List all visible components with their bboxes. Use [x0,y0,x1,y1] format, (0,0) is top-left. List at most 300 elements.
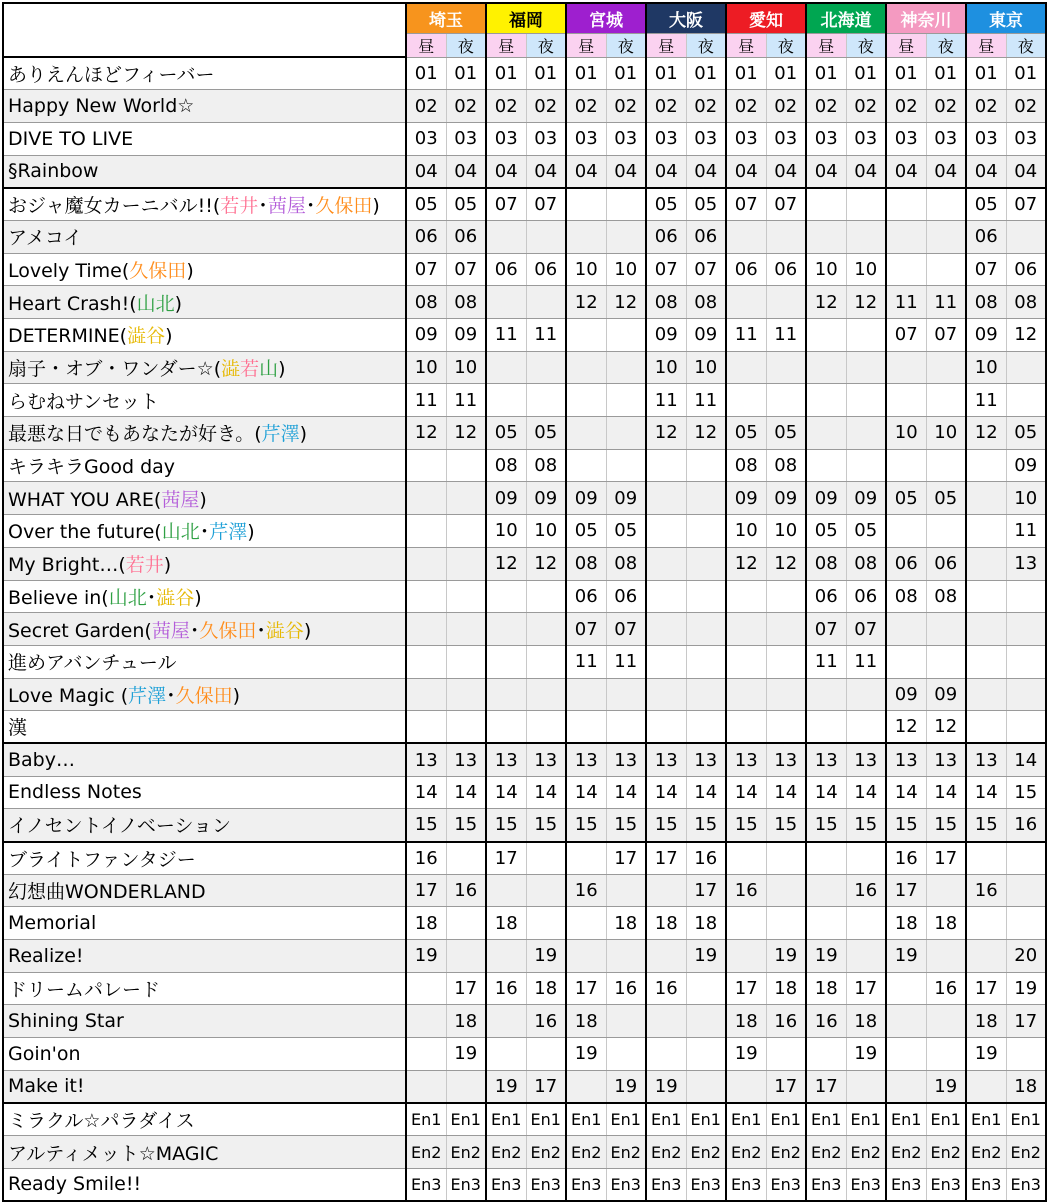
setlist-position [846,940,886,973]
title-text: DIVE TO LIVE [8,127,134,150]
setlist-position [606,1038,646,1071]
setlist-position: 19 [1006,972,1046,1005]
setlist-position: 06 [486,253,526,286]
setlist-position: 05 [686,188,726,221]
setlist-position [686,613,726,646]
setlist-position: En1 [566,1103,606,1136]
setlist-position: En3 [486,1168,526,1201]
setlist-position [846,711,886,744]
setlist-position: 02 [926,90,966,123]
song-title [3,122,406,155]
setlist-position [686,1038,726,1071]
setlist-position: 12 [766,547,806,580]
setlist-position [766,220,806,253]
member-name: 山北 [108,586,147,609]
title-text: イノセントイノベーション [8,815,232,838]
setlist-position: 08 [926,580,966,613]
title-text: Realize! [8,944,84,967]
setlist-position: 13 [846,743,886,776]
setlist-position [566,449,606,482]
title-text: 扇子・オブ・ワンダー☆( [8,358,222,381]
setlist-position: 17 [726,972,766,1005]
title-text: Baby… [8,749,75,772]
day-show-header: 昼 [806,33,846,57]
setlist-position: 05 [486,417,526,450]
setlist-position: En3 [726,1168,766,1201]
setlist-position [606,417,646,450]
setlist-position [486,286,526,319]
setlist-position: 01 [606,57,646,90]
member-name: 茜屋 [161,488,200,511]
setlist-position [526,384,566,417]
title-text: WHAT YOU ARE( [8,488,162,511]
setlist-position: 05 [566,515,606,548]
song-row [3,547,1046,580]
member-name: 若井 [220,194,259,217]
setlist-position: 17 [1006,1005,1046,1038]
setlist-position: 17 [886,874,926,907]
setlist-position [726,940,766,973]
setlist-position: 03 [526,122,566,155]
setlist-position: 16 [846,874,886,907]
setlist-position: 04 [486,155,526,188]
setlist-position [846,417,886,450]
setlist-position: 17 [446,972,486,1005]
setlist-position: 09 [966,319,1006,352]
setlist-position [886,1005,926,1038]
setlist-position: 13 [766,743,806,776]
setlist-position: 17 [926,842,966,875]
setlist-position [446,645,486,678]
setlist-position: 17 [486,842,526,875]
setlist-position: 01 [726,57,766,90]
setlist-position [646,515,686,548]
setlist-position: 11 [846,645,886,678]
setlist-position [646,711,686,744]
setlist-position: 13 [966,743,1006,776]
setlist-position: 12 [726,547,766,580]
setlist-position [526,842,566,875]
setlist-position: 05 [726,417,766,450]
title-text: Over the future( [8,521,162,544]
setlist-position: En1 [646,1103,686,1136]
setlist-position: 04 [686,155,726,188]
song-row [3,678,1046,711]
setlist-position [766,907,806,940]
setlist-position [486,580,526,613]
setlist-position: 15 [846,809,886,842]
setlist-position [486,384,526,417]
setlist-position [846,220,886,253]
song-title [3,940,406,973]
setlist-position: En2 [446,1136,486,1169]
setlist-position: En2 [646,1136,686,1169]
setlist-position [846,907,886,940]
setlist-position: 09 [606,482,646,515]
setlist-position [886,188,926,221]
setlist-position [566,907,606,940]
setlist-position: 06 [606,580,646,613]
title-text: 進めアバンチュール [8,652,177,675]
setlist-position [966,482,1006,515]
setlist-position: 14 [566,776,606,809]
setlist-position [526,613,566,646]
song-row [3,319,1046,352]
setlist-position [806,874,846,907]
setlist-position: 19 [806,940,846,973]
setlist-position: 08 [486,449,526,482]
day-show-header: 昼 [646,33,686,57]
setlist-position: En2 [526,1136,566,1169]
setlist-position: 08 [846,547,886,580]
setlist-position [846,384,886,417]
setlist-position: 16 [646,972,686,1005]
setlist-position: 13 [686,743,726,776]
setlist-position [726,220,766,253]
song-title [3,1005,406,1038]
setlist-position: En1 [846,1103,886,1136]
setlist-position [406,645,446,678]
setlist-position: 11 [606,645,646,678]
day-show-header: 昼 [886,33,926,57]
title-text: ･ [166,684,176,707]
setlist-position: 05 [526,417,566,450]
setlist-position: 11 [766,319,806,352]
setlist-position: 07 [686,253,726,286]
setlist-position: 13 [646,743,686,776]
title-text: DETERMINE( [8,325,128,348]
setlist-position: 14 [446,776,486,809]
title-text: §Rainbow [8,160,99,183]
setlist-position [446,482,486,515]
setlist-position: 06 [766,253,806,286]
member-name: 澁谷 [265,619,304,642]
setlist-position: 05 [926,482,966,515]
setlist-position [486,874,526,907]
setlist-position: 05 [886,482,926,515]
setlist-position: 11 [926,286,966,319]
setlist-position: En2 [886,1136,926,1169]
setlist-position: 07 [646,253,686,286]
day-show-header: 昼 [566,33,606,57]
title-text: Goin'on [8,1042,81,1065]
setlist-position [526,286,566,319]
setlist-position [566,417,606,450]
setlist-position: 12 [566,286,606,319]
setlist-position: 15 [966,809,1006,842]
setlist-position: 18 [1006,1070,1046,1103]
setlist-position: 11 [446,384,486,417]
setlist-position [646,1038,686,1071]
setlist-position: 03 [966,122,1006,155]
setlist-position: 03 [486,122,526,155]
setlist-position: 04 [766,155,806,188]
setlist-position: 06 [846,580,886,613]
setlist-position [846,678,886,711]
setlist-position: En2 [606,1136,646,1169]
song-title [3,188,406,221]
setlist-position [806,1038,846,1071]
song-row [3,776,1046,809]
setlist-position: 01 [526,57,566,90]
setlist-position [446,678,486,711]
song-title [3,776,406,809]
setlist-position: 16 [966,874,1006,907]
title-text: ･ [189,619,200,642]
setlist-position: 14 [486,776,526,809]
setlist-position: 09 [686,319,726,352]
song-title [3,220,406,253]
setlist-position: 12 [486,547,526,580]
setlist-position: 08 [966,286,1006,319]
setlist-position: En1 [406,1103,446,1136]
song-title [3,645,406,678]
setlist-position [806,711,846,744]
member-name: 芹澤 [261,423,300,446]
setlist-position: 01 [966,57,1006,90]
setlist-position: 03 [726,122,766,155]
setlist-position [766,842,806,875]
setlist-position: 04 [526,155,566,188]
setlist-position: En2 [766,1136,806,1169]
setlist-position [486,678,526,711]
setlist-position [486,711,526,744]
setlist-position: 17 [606,842,646,875]
setlist-position: 02 [966,90,1006,123]
song-row [3,1005,1046,1038]
setlist-position [766,351,806,384]
title-text: 最悪な日でもあなたが好き。( [8,423,262,446]
setlist-position: 09 [1006,449,1046,482]
setlist-position: 08 [726,449,766,482]
setlist-position [686,645,726,678]
setlist-position: 13 [526,743,566,776]
setlist-position: 13 [926,743,966,776]
setlist-position: 12 [526,547,566,580]
member-name: 久保田 [199,619,257,642]
song-title [3,515,406,548]
setlist-position [886,515,926,548]
member-name: 山 [259,358,279,381]
setlist-position: 08 [646,286,686,319]
song-title [3,90,406,123]
song-row [3,711,1046,744]
setlist-position [686,1070,726,1103]
setlist-position: 02 [446,90,486,123]
setlist-position: 01 [446,57,486,90]
setlist-position: 01 [846,57,886,90]
setlist-position: 06 [806,580,846,613]
day-show-header: 昼 [406,33,446,57]
setlist-position: 09 [406,319,446,352]
setlist-position: 12 [446,417,486,450]
setlist-position: En1 [806,1103,846,1136]
setlist-position [1006,613,1046,646]
song-row [3,188,1046,221]
setlist-position [1006,874,1046,907]
setlist-position [766,711,806,744]
setlist-position [566,384,606,417]
setlist-position [406,678,446,711]
song-row [3,874,1046,907]
setlist-position [646,449,686,482]
setlist-position: 07 [726,188,766,221]
setlist-position [1006,678,1046,711]
setlist-position: En2 [566,1136,606,1169]
setlist-position: 08 [686,286,726,319]
night-show-header: 夜 [606,33,646,57]
setlist-position: 15 [926,809,966,842]
song-row [3,449,1046,482]
setlist-position [926,1038,966,1071]
setlist-position: 02 [806,90,846,123]
setlist-position [446,613,486,646]
setlist-position: En2 [686,1136,726,1169]
setlist-position: En3 [646,1168,686,1201]
setlist-position: En3 [1006,1168,1046,1201]
setlist-position [886,384,926,417]
setlist-position: 05 [606,515,646,548]
setlist-position: 07 [766,188,806,221]
setlist-position [886,449,926,482]
setlist-position: En2 [806,1136,846,1169]
setlist-position: 15 [446,809,486,842]
setlist-position: 03 [926,122,966,155]
title-text: ) [299,423,308,446]
setlist-position [766,580,806,613]
setlist-position: En2 [846,1136,886,1169]
day-show-header: 昼 [966,33,1006,57]
song-row [3,842,1046,875]
title-text: らむねサンセット [8,390,160,413]
setlist-position: 01 [766,57,806,90]
setlist-position: 03 [406,122,446,155]
member-name: 茜屋 [267,194,306,217]
setlist-position [566,220,606,253]
member-name: 久保田 [315,194,373,217]
setlist-position [606,678,646,711]
header-corner-lower [3,33,406,57]
setlist-position [486,645,526,678]
setlist-position [486,613,526,646]
setlist-position: 16 [526,1005,566,1038]
day-show-header: 昼 [726,33,766,57]
title-text: ･ [258,194,268,217]
setlist-position [806,220,846,253]
title-text: ) [232,684,241,707]
city-header: 北海道 [806,3,886,33]
setlist-position: 14 [766,776,806,809]
setlist-position: 10 [566,253,606,286]
setlist-position: 16 [766,1005,806,1038]
setlist-position: 19 [686,940,726,973]
setlist-position [846,842,886,875]
setlist-position: 04 [646,155,686,188]
setlist-position: 02 [1006,90,1046,123]
setlist-position: 16 [886,842,926,875]
setlist-position [726,351,766,384]
setlist-position [646,482,686,515]
night-show-header: 夜 [846,33,886,57]
setlist-position: 01 [1006,57,1046,90]
song-title [3,972,406,1005]
setlist-position [966,842,1006,875]
setlist-position: 18 [966,1005,1006,1038]
song-title [3,253,406,286]
setlist-position: 17 [766,1070,806,1103]
setlist-position: 06 [926,547,966,580]
setlist-position [486,351,526,384]
setlist-position: En1 [526,1103,566,1136]
setlist-position [766,1038,806,1071]
setlist-position: 18 [686,907,726,940]
setlist-position: 11 [726,319,766,352]
setlist-position: 13 [886,743,926,776]
title-text: Ready Smile!! [8,1173,142,1196]
setlist-position [566,1070,606,1103]
member-name: 若井 [125,554,164,577]
setlist-position: 14 [726,776,766,809]
setlist-position [966,1070,1006,1103]
setlist-position: 16 [1006,809,1046,842]
setlist-position: 10 [1006,482,1046,515]
setlist-position: 09 [766,482,806,515]
song-row [3,57,1046,90]
setlist-position [406,482,446,515]
setlist-position [406,515,446,548]
setlist-position [926,351,966,384]
setlist-position [606,220,646,253]
song-row [3,482,1046,515]
song-row [3,253,1046,286]
song-row [3,220,1046,253]
member-name: 久保田 [129,259,187,282]
setlist-position [1006,907,1046,940]
setlist-position: En3 [926,1168,966,1201]
song-row [3,155,1046,188]
setlist-position: 06 [446,220,486,253]
setlist-position: 02 [726,90,766,123]
setlist-position [966,711,1006,744]
setlist-position: 11 [1006,515,1046,548]
setlist-position [566,940,606,973]
title-text: ミラクル☆パラダイス [8,1110,195,1133]
setlist-position [926,220,966,253]
title-text: ) [163,554,172,577]
title-text: Happy New World☆ [8,95,195,118]
setlist-position [886,1070,926,1103]
setlist-position: 04 [726,155,766,188]
setlist-position: 17 [806,1070,846,1103]
setlist-position: 05 [966,188,1006,221]
setlist-position [806,351,846,384]
setlist-position: 08 [886,580,926,613]
setlist-position [806,449,846,482]
setlist-position: 16 [806,1005,846,1038]
song-title [3,1070,406,1103]
setlist-position [926,1005,966,1038]
setlist-position [1006,645,1046,678]
setlist-position: 13 [726,743,766,776]
setlist-position [1006,842,1046,875]
setlist-position: En2 [926,1136,966,1169]
setlist-position: 02 [766,90,806,123]
setlist-position: 06 [566,580,606,613]
song-row [3,1103,1046,1136]
setlist-position: 12 [406,417,446,450]
setlist-position: 02 [646,90,686,123]
setlist-position: 06 [966,220,1006,253]
